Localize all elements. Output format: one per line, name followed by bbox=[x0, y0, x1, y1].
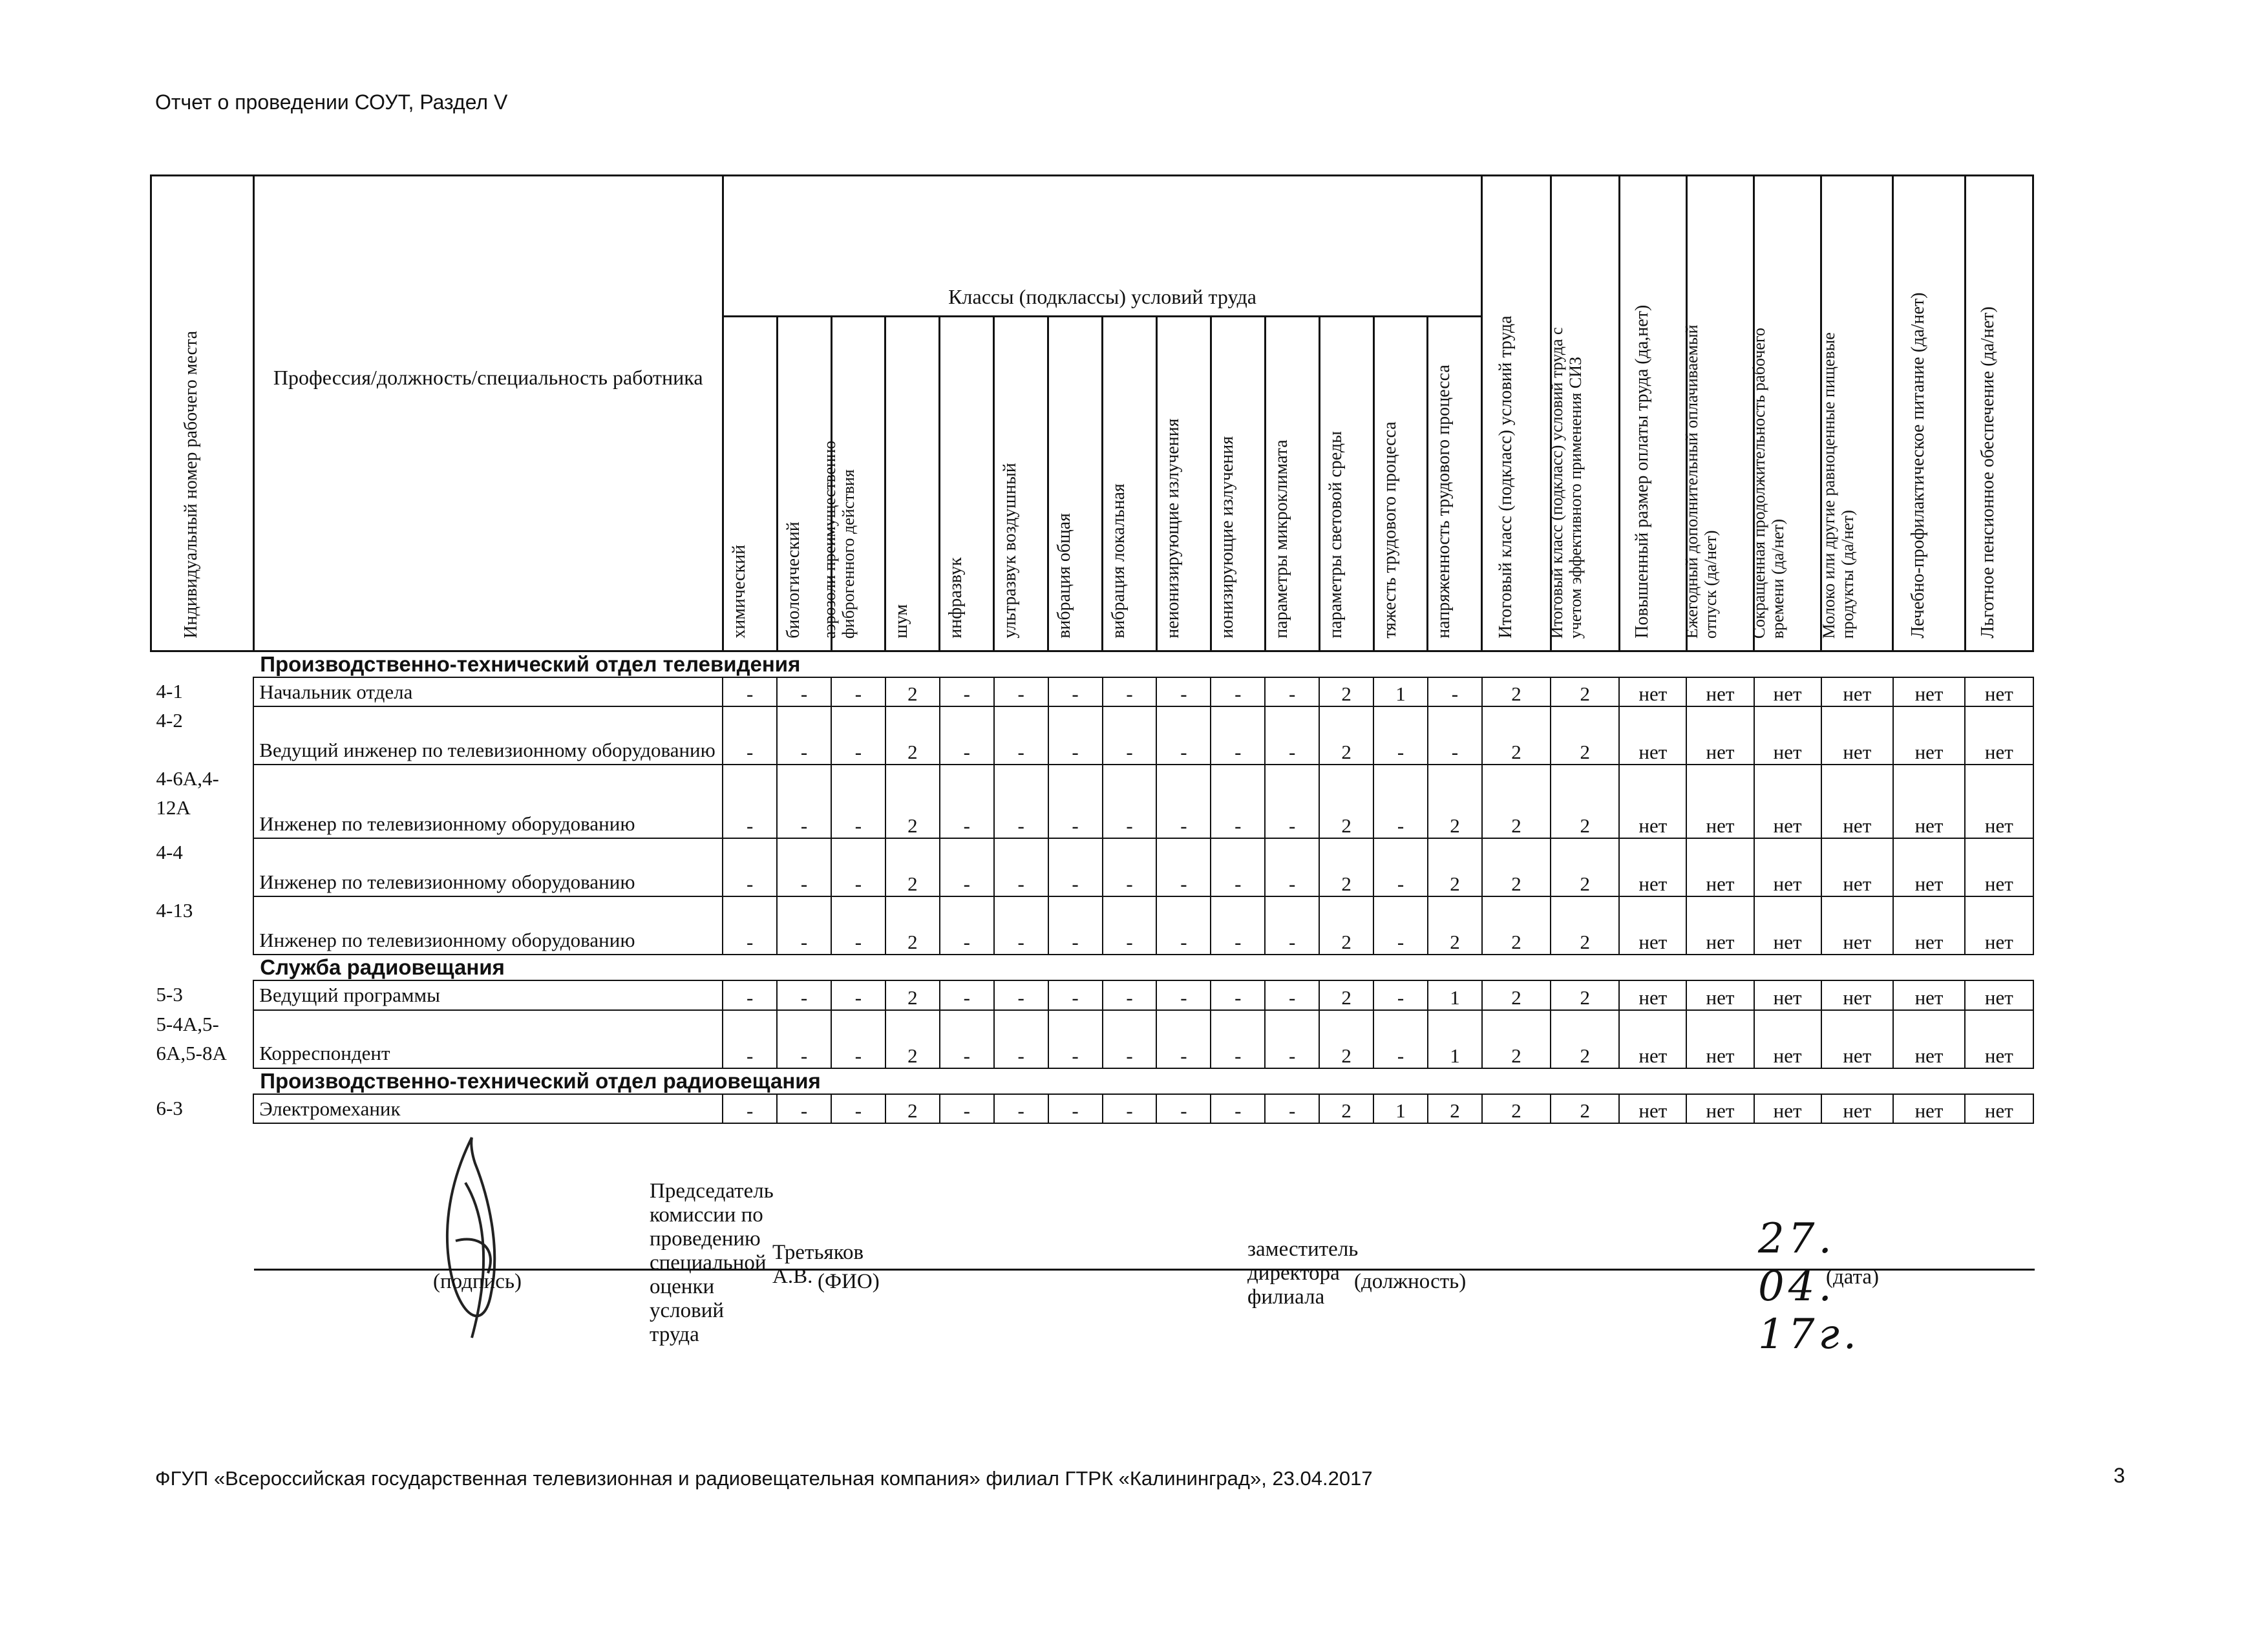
value-cell: 2 bbox=[885, 1010, 940, 1068]
summary-header-2: Повышенный размер оплаты труда (да,нет) bbox=[1619, 176, 1686, 651]
value-cell: 1 bbox=[1373, 677, 1428, 706]
value-cell: нет bbox=[1686, 1094, 1754, 1123]
value-cell: - bbox=[1211, 706, 1265, 765]
value-cell: 1 bbox=[1428, 980, 1482, 1009]
workplace-id: 6-3 bbox=[156, 1096, 183, 1119]
value-cell: - bbox=[940, 1094, 994, 1123]
section-title: Производственно-технический отдел радиовещания bbox=[260, 1068, 821, 1093]
value-cell: нет bbox=[1821, 980, 1893, 1009]
value-cell: нет bbox=[1686, 1010, 1754, 1068]
workplace-id: 4-2 bbox=[156, 709, 183, 732]
factor-header-9 bbox=[1211, 317, 1265, 651]
value-cell: нет bbox=[1754, 838, 1821, 896]
workplace-id: 4-6А,4-12А bbox=[156, 767, 219, 819]
value-cell: нет bbox=[1893, 980, 1965, 1009]
sout-table bbox=[150, 174, 2034, 1124]
value-cell: 2 bbox=[1428, 896, 1482, 955]
factor-header-13 bbox=[1428, 317, 1482, 651]
value-cell: нет bbox=[1754, 1010, 1821, 1068]
factor-label: тяжесть трудового процесса bbox=[1379, 421, 1400, 639]
value-cell: 2 bbox=[1482, 980, 1551, 1009]
value-cell: нет bbox=[1893, 896, 1965, 955]
table-row bbox=[151, 838, 2033, 896]
value-cell: 2 bbox=[1551, 677, 1619, 706]
table-row bbox=[151, 1094, 2033, 1123]
value-cell: нет bbox=[1619, 980, 1686, 1009]
value-cell: - bbox=[831, 896, 885, 955]
summary-header-7: Льготное пенсионное обеспечение (да/нет) bbox=[1965, 176, 2033, 651]
value-cell: 2 bbox=[1482, 765, 1551, 838]
commission-chair-text: Председатель комиссии по проведению специальной оценки условий труда bbox=[650, 1179, 774, 1346]
summary-header-4: Сокращенная продолжительность рабочего времени (да/нет) bbox=[1754, 176, 1821, 651]
profession-cell: Начальник отдела bbox=[253, 677, 723, 706]
value-cell: нет bbox=[1754, 1094, 1821, 1123]
value-cell: 2 bbox=[1428, 1094, 1482, 1123]
value-cell: - bbox=[1156, 706, 1211, 765]
summary-header-5: Молоко или другие равноценные пищевые продукты (да/нет) bbox=[1821, 176, 1893, 651]
section-spacer bbox=[151, 955, 254, 980]
value-cell: 2 bbox=[1482, 896, 1551, 955]
value-cell: нет bbox=[1821, 896, 1893, 955]
value-cell: - bbox=[1373, 706, 1428, 765]
factor-label: ультразвук воздушный bbox=[1000, 463, 1021, 639]
value-cell: 2 bbox=[1551, 896, 1619, 955]
value-cell: 2 bbox=[1319, 1010, 1373, 1068]
value-cell: - bbox=[1373, 896, 1428, 955]
value-cell: - bbox=[777, 1010, 831, 1068]
page-number: 3 bbox=[2114, 1464, 2125, 1487]
value-cell: 2 bbox=[885, 838, 940, 896]
handwritten-date: 27. 04. 17г. bbox=[1758, 1215, 1861, 1358]
workplace-id: 5-4А,5-6А,5-8А bbox=[156, 1012, 227, 1064]
profession-cell: Инженер по телевизионному оборудованию bbox=[253, 838, 723, 896]
value-cell: - bbox=[1048, 896, 1103, 955]
value-cell: - bbox=[940, 677, 994, 706]
value-cell: 2 bbox=[1482, 1010, 1551, 1068]
value-cell: нет bbox=[1754, 677, 1821, 706]
value-cell: - bbox=[940, 765, 994, 838]
value-cell: - bbox=[994, 896, 1048, 955]
value-cell: нет bbox=[1965, 765, 2033, 838]
value-cell: - bbox=[777, 1094, 831, 1123]
value-cell: - bbox=[940, 706, 994, 765]
factor-label: шум bbox=[891, 604, 912, 639]
value-cell: 2 bbox=[885, 980, 940, 1009]
value-cell: - bbox=[723, 765, 777, 838]
value-cell: - bbox=[940, 1010, 994, 1068]
value-cell: нет bbox=[1893, 1094, 1965, 1123]
value-cell: - bbox=[994, 1094, 1048, 1123]
value-cell: - bbox=[723, 1094, 777, 1123]
workplace-id: 4-13 bbox=[156, 899, 193, 922]
factor-label: химический bbox=[728, 545, 749, 639]
factor-header-8 bbox=[1156, 317, 1211, 651]
value-cell: - bbox=[1428, 706, 1482, 765]
value-cell: нет bbox=[1686, 980, 1754, 1009]
value-cell: - bbox=[994, 706, 1048, 765]
value-cell: - bbox=[723, 706, 777, 765]
factor-label: инфразвук bbox=[946, 557, 966, 639]
value-cell: - bbox=[1373, 980, 1428, 1009]
value-cell: нет bbox=[1686, 838, 1754, 896]
value-cell: - bbox=[777, 838, 831, 896]
value-cell: - bbox=[1373, 1010, 1428, 1068]
value-cell: - bbox=[1103, 980, 1157, 1009]
value-cell: 2 bbox=[1551, 838, 1619, 896]
section-spacer bbox=[151, 651, 254, 678]
value-cell: - bbox=[723, 1010, 777, 1068]
factor-header-3 bbox=[885, 317, 940, 651]
profession-cell: Ведущий инженер по телевизионному оборудованию bbox=[253, 706, 723, 765]
value-cell: - bbox=[940, 980, 994, 1009]
value-cell: - bbox=[1103, 706, 1157, 765]
value-cell: нет bbox=[1686, 706, 1754, 765]
value-cell: - bbox=[1156, 1010, 1211, 1068]
value-cell: - bbox=[994, 980, 1048, 1009]
value-cell: - bbox=[831, 706, 885, 765]
value-cell: 2 bbox=[1319, 838, 1373, 896]
value-cell: - bbox=[1428, 677, 1482, 706]
value-cell: - bbox=[1103, 677, 1157, 706]
value-cell: - bbox=[1265, 838, 1319, 896]
factor-label: вибрация общая bbox=[1054, 513, 1075, 639]
summary-header-0: Итоговый класс (подкласс) условий труда bbox=[1482, 176, 1551, 651]
factor-header-6 bbox=[1048, 317, 1103, 651]
factor-label: ионизирующие излучения bbox=[1217, 436, 1237, 639]
value-cell: - bbox=[831, 838, 885, 896]
table-row bbox=[151, 765, 2033, 838]
value-cell: 2 bbox=[1319, 1094, 1373, 1123]
value-cell: - bbox=[1048, 838, 1103, 896]
value-cell: нет bbox=[1686, 677, 1754, 706]
value-cell: - bbox=[1156, 1094, 1211, 1123]
value-cell: - bbox=[1103, 1094, 1157, 1123]
value-cell: 2 bbox=[1551, 765, 1619, 838]
value-cell: 2 bbox=[1319, 677, 1373, 706]
value-cell: - bbox=[723, 980, 777, 1009]
value-cell: нет bbox=[1965, 896, 2033, 955]
profession-cell: Инженер по телевизионному оборудованию bbox=[253, 765, 723, 838]
value-cell: 1 bbox=[1428, 1010, 1482, 1068]
value-cell: - bbox=[1265, 677, 1319, 706]
value-cell: нет bbox=[1686, 896, 1754, 955]
factor-header-5 bbox=[994, 317, 1048, 651]
summary-header-3: Ежегодный дополнительный оплачиваемый отпуск (да/нет) bbox=[1686, 176, 1754, 651]
value-cell: - bbox=[1048, 706, 1103, 765]
value-cell: - bbox=[777, 980, 831, 1009]
value-cell: - bbox=[1211, 980, 1265, 1009]
value-cell: - bbox=[1265, 1094, 1319, 1123]
value-cell: - bbox=[1048, 1094, 1103, 1123]
value-cell: - bbox=[723, 677, 777, 706]
value-cell: 2 bbox=[1319, 706, 1373, 765]
value-cell: - bbox=[1373, 765, 1428, 838]
value-cell: - bbox=[994, 1010, 1048, 1068]
value-cell: нет bbox=[1893, 677, 1965, 706]
value-cell: нет bbox=[1821, 1094, 1893, 1123]
value-cell: - bbox=[777, 677, 831, 706]
value-cell: нет bbox=[1686, 765, 1754, 838]
value-cell: - bbox=[777, 896, 831, 955]
value-cell: - bbox=[831, 765, 885, 838]
value-cell: 2 bbox=[885, 706, 940, 765]
value-cell: 2 bbox=[1482, 838, 1551, 896]
value-cell: 2 bbox=[1319, 896, 1373, 955]
id-column-header bbox=[151, 176, 254, 651]
value-cell: - bbox=[994, 677, 1048, 706]
value-cell: - bbox=[1103, 1010, 1157, 1068]
factor-label: аэрозоли преимущественно фиброгенного действия bbox=[820, 440, 858, 639]
value-cell: - bbox=[1211, 896, 1265, 955]
profession-cell: Ведущий программы bbox=[253, 980, 723, 1009]
factor-label: вибрация локальная bbox=[1108, 483, 1129, 639]
value-cell: 2 bbox=[885, 896, 940, 955]
value-cell: - bbox=[1048, 677, 1103, 706]
value-cell: нет bbox=[1965, 677, 2033, 706]
value-cell: нет bbox=[1619, 838, 1686, 896]
value-cell: нет bbox=[1754, 896, 1821, 955]
section-title: Служба радиовещания bbox=[260, 955, 505, 980]
factor-header-7 bbox=[1103, 317, 1157, 651]
section-spacer bbox=[151, 1068, 254, 1094]
date-label: (дата) bbox=[1826, 1265, 1880, 1289]
value-cell: 2 bbox=[1551, 1094, 1619, 1123]
value-cell: нет bbox=[1619, 765, 1686, 838]
value-cell: - bbox=[1048, 765, 1103, 838]
value-cell: - bbox=[777, 765, 831, 838]
value-cell: 2 bbox=[1428, 838, 1482, 896]
value-cell: 2 bbox=[1551, 706, 1619, 765]
value-cell: - bbox=[1265, 980, 1319, 1009]
factor-header-0 bbox=[723, 317, 777, 651]
value-cell: - bbox=[831, 1094, 885, 1123]
factor-label: неионизирующие излучения bbox=[1163, 418, 1183, 639]
value-cell: нет bbox=[1893, 706, 1965, 765]
value-cell: нет bbox=[1965, 980, 2033, 1009]
table-row bbox=[151, 706, 2033, 765]
value-cell: - bbox=[994, 838, 1048, 896]
value-cell: - bbox=[723, 896, 777, 955]
value-cell: - bbox=[723, 838, 777, 896]
value-cell: - bbox=[1265, 706, 1319, 765]
value-cell: нет bbox=[1893, 1010, 1965, 1068]
value-cell: нет bbox=[1821, 1010, 1893, 1068]
workplace-id: 4-1 bbox=[156, 680, 183, 703]
value-cell: - bbox=[831, 677, 885, 706]
profession-cell: Корреспондент bbox=[253, 1010, 723, 1068]
value-cell: нет bbox=[1619, 706, 1686, 765]
value-cell: - bbox=[1211, 1010, 1265, 1068]
signature-label: (подпись) bbox=[433, 1270, 522, 1293]
value-cell: 2 bbox=[1319, 980, 1373, 1009]
id-column-label: Индивидуальный номер рабочего места bbox=[181, 331, 202, 639]
value-cell: нет bbox=[1965, 706, 2033, 765]
value-cell: нет bbox=[1821, 838, 1893, 896]
value-cell: - bbox=[1103, 838, 1157, 896]
classes-group-header: Классы (подклассы) условий труда bbox=[723, 176, 1482, 317]
profession-cell: Инженер по телевизионному оборудованию bbox=[253, 896, 723, 955]
value-cell: 2 bbox=[1482, 677, 1551, 706]
name-label: (ФИО) bbox=[818, 1270, 880, 1293]
profession-cell: Электромеханик bbox=[253, 1094, 723, 1123]
value-cell: нет bbox=[1619, 896, 1686, 955]
summary-header-6: Лечебно-профилактическое питание (да/нет) bbox=[1893, 176, 1965, 651]
value-cell: 2 bbox=[885, 677, 940, 706]
chair-position: заместитель директора филиала bbox=[1247, 1238, 1359, 1309]
table-row bbox=[151, 896, 2033, 955]
section-row bbox=[151, 651, 2033, 678]
value-cell: - bbox=[940, 838, 994, 896]
footer-text: ФГУП «Всероссийская государственная телевизионная и радиовещательная компания» филиал ГТРК «Калининград», 23.04.2017 bbox=[155, 1467, 1373, 1490]
value-cell: 2 bbox=[1551, 980, 1619, 1009]
table-row bbox=[151, 1010, 2033, 1068]
factor-label: биологический bbox=[783, 522, 803, 639]
section-row bbox=[151, 1068, 2033, 1094]
value-cell: 1 bbox=[1373, 1094, 1428, 1123]
value-cell: нет bbox=[1619, 677, 1686, 706]
value-cell: - bbox=[1156, 838, 1211, 896]
table-row bbox=[151, 980, 2033, 1009]
section-title: Производственно-технический отдел телевидения bbox=[260, 652, 801, 676]
value-cell: - bbox=[940, 896, 994, 955]
value-cell: - bbox=[1373, 838, 1428, 896]
value-cell: нет bbox=[1619, 1010, 1686, 1068]
table-row bbox=[151, 677, 2033, 706]
factor-header-2 bbox=[820, 317, 885, 651]
value-cell: - bbox=[1156, 896, 1211, 955]
summary-header-1: Итоговый класс (подкласс) условий труда с учетом эффективного применения СИЗ bbox=[1551, 176, 1619, 651]
value-cell: нет bbox=[1821, 765, 1893, 838]
profession-column-header: Профессия/должность/специальность работника bbox=[253, 176, 723, 651]
value-cell: - bbox=[1048, 1010, 1103, 1068]
factor-header-12 bbox=[1373, 317, 1428, 651]
value-cell: - bbox=[1156, 980, 1211, 1009]
factor-label: параметры световой среды bbox=[1325, 431, 1346, 639]
handwritten-signature bbox=[427, 1125, 530, 1351]
value-cell: - bbox=[1103, 896, 1157, 955]
value-cell: - bbox=[1156, 765, 1211, 838]
position-label: (должность) bbox=[1354, 1270, 1467, 1293]
value-cell: - bbox=[1211, 1094, 1265, 1123]
value-cell: - bbox=[1265, 1010, 1319, 1068]
value-cell: - bbox=[831, 1010, 885, 1068]
value-cell: нет bbox=[1754, 706, 1821, 765]
page-header: Отчет о проведении СОУТ, Раздел V bbox=[155, 90, 508, 114]
factor-header-11 bbox=[1319, 317, 1373, 651]
value-cell: 2 bbox=[1428, 765, 1482, 838]
section-row bbox=[151, 955, 2033, 980]
value-cell: - bbox=[1048, 980, 1103, 1009]
value-cell: 2 bbox=[1319, 765, 1373, 838]
value-cell: - bbox=[1103, 765, 1157, 838]
value-cell: - bbox=[994, 765, 1048, 838]
value-cell: 2 bbox=[1482, 706, 1551, 765]
factor-header-4 bbox=[940, 317, 994, 651]
value-cell: нет bbox=[1821, 677, 1893, 706]
value-cell: нет bbox=[1965, 1010, 2033, 1068]
value-cell: нет bbox=[1619, 1094, 1686, 1123]
factor-label: параметры микроклимата bbox=[1271, 439, 1291, 639]
value-cell: нет bbox=[1893, 838, 1965, 896]
chair-name: Третьяков А.В. bbox=[772, 1241, 864, 1288]
value-cell: нет bbox=[1754, 980, 1821, 1009]
value-cell: нет bbox=[1965, 838, 2033, 896]
factor-header-10 bbox=[1265, 317, 1319, 651]
workplace-id: 4-4 bbox=[156, 841, 183, 864]
value-cell: нет bbox=[1893, 765, 1965, 838]
value-cell: - bbox=[1211, 677, 1265, 706]
value-cell: 2 bbox=[885, 1094, 940, 1123]
value-cell: - bbox=[1265, 896, 1319, 955]
value-cell: 2 bbox=[885, 765, 940, 838]
factor-label: напряженность трудового процесса bbox=[1434, 364, 1454, 639]
value-cell: - bbox=[1211, 765, 1265, 838]
value-cell: нет bbox=[1965, 1094, 2033, 1123]
value-cell: - bbox=[831, 980, 885, 1009]
value-cell: нет bbox=[1754, 765, 1821, 838]
value-cell: 2 bbox=[1482, 1094, 1551, 1123]
value-cell: 2 bbox=[1551, 1010, 1619, 1068]
value-cell: - bbox=[1156, 677, 1211, 706]
value-cell: нет bbox=[1821, 706, 1893, 765]
value-cell: - bbox=[1265, 765, 1319, 838]
workplace-id: 5-3 bbox=[156, 983, 183, 1006]
value-cell: - bbox=[777, 706, 831, 765]
value-cell: - bbox=[1211, 838, 1265, 896]
